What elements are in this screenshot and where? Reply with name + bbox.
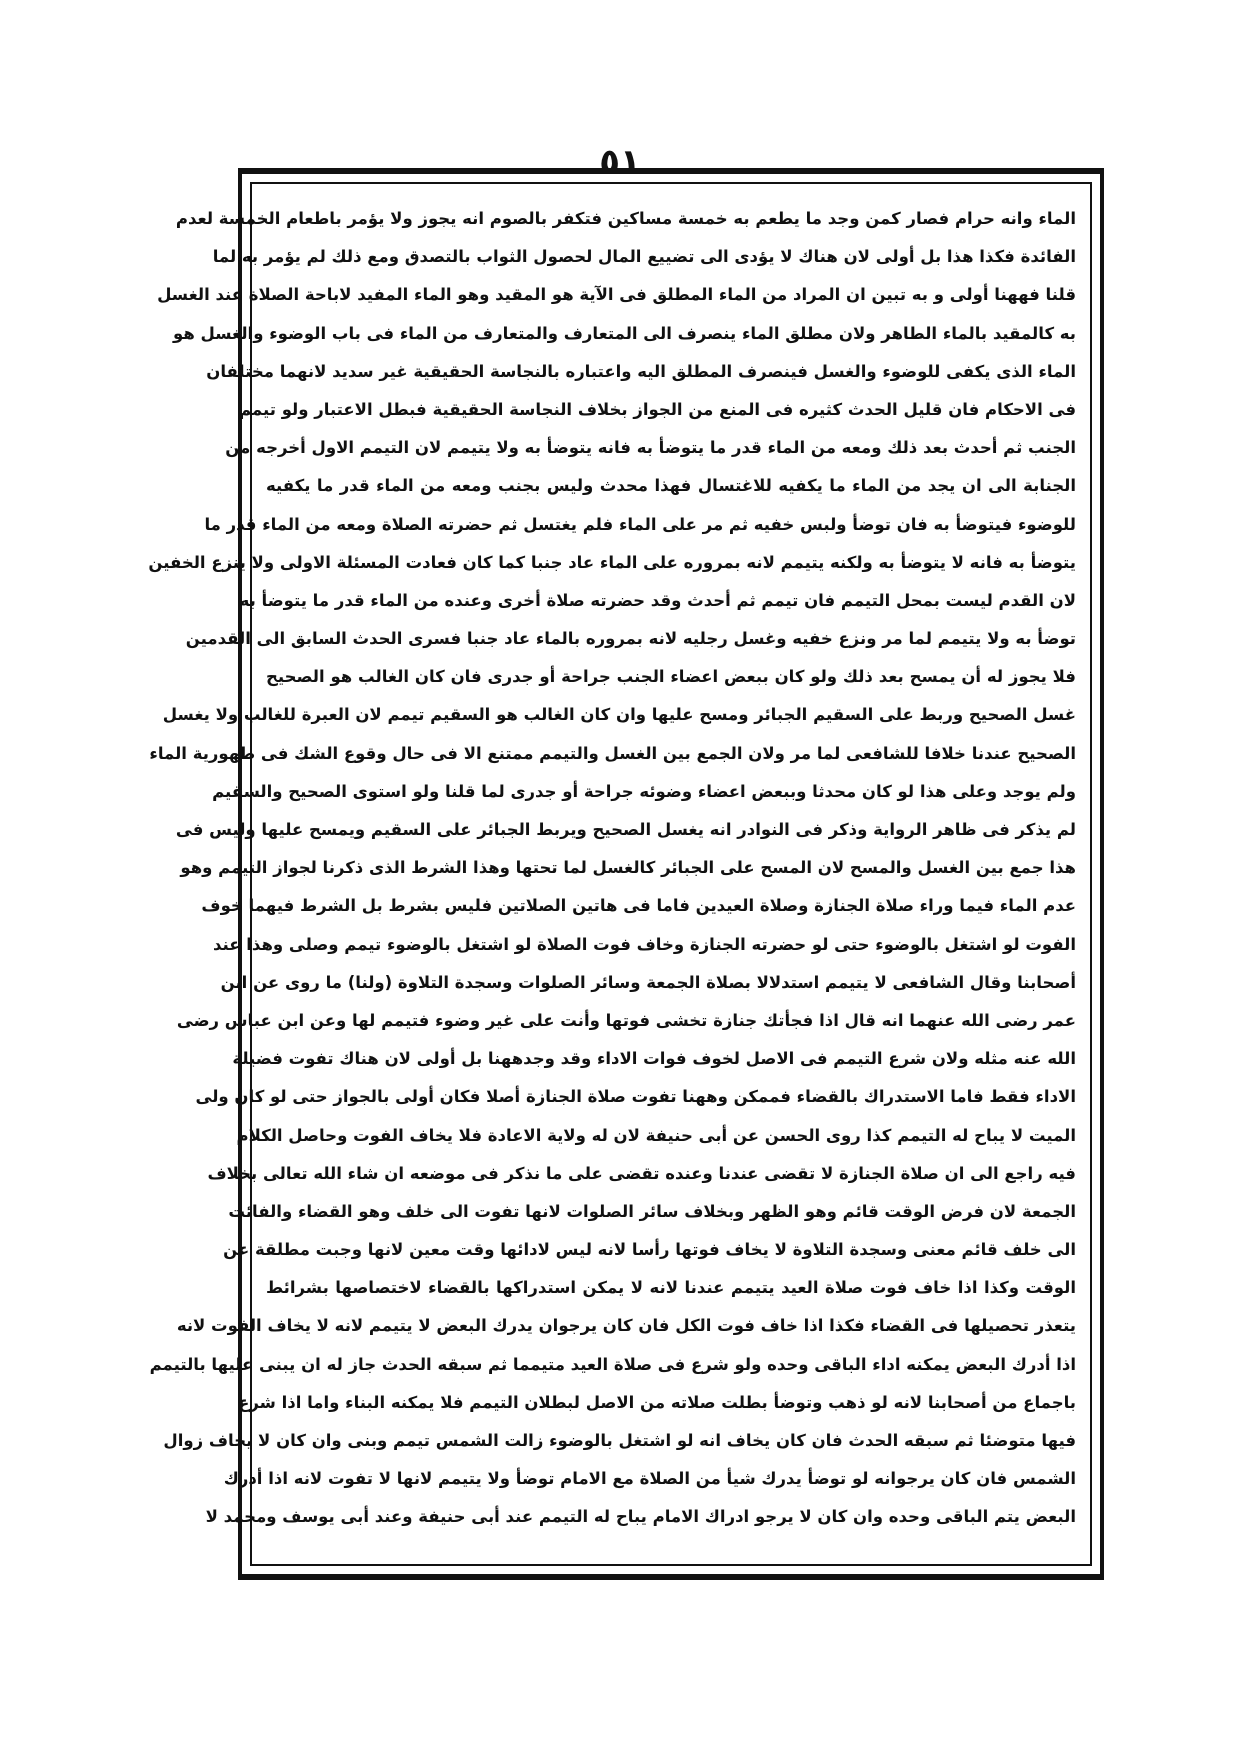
text-line: فى الاحكام فان قليل الحدث كثيره فى المنع من الجواز بخلاف النجاسة الحقيقية فبطل الاعتبار ولو تيمم [239, 399, 1076, 419]
text-line: الاداء فقط فاما الاستدراك بالقضاء فممكن وههنا تفوت صلاة الجنازة أصلا فكان أولى بالجواز حتى لو كان ولى [195, 1087, 1076, 1107]
text-line: الجمعة لان فرض الوقت قائم وهو الظهر وبخلاف سائر الصلوات لانها تفوت الى خلف وهو القضاء والفائت [228, 1201, 1076, 1221]
text-line: الماء الذى يكفى للوضوء والغسل فينصرف المطلق اليه واعتباره بالنجاسة الحقيقية غير سديد لانهما مختلفان [206, 361, 1076, 381]
text-line: هذا جمع بين الغسل والمسح لان المسح على الجبائر كالغسل لما تحتها وهذا الشرط الذى ذكرنا لجواز التيمم وهو [180, 858, 1076, 878]
text-line: لم يذكر فى ظاهر الرواية وذكر فى النوادر انه يغسل الصحيح ويربط الجبائر على السقيم ويمسح عليها وليس فى [175, 820, 1076, 839]
text-body [148, 200, 1076, 1550]
text-line: يتوضأ به فانه لا يتوضأ به ولكنه يتيمم لانه بمروره على الماء عاد جنبا كما كان فعادت المسئلة الاولى ولا ينزع الخفين [148, 552, 1076, 572]
text-line: به كالمقيد بالماء الطاهر ولان مطلق الماء ينصرف الى المتعارف والمتعارف من الماء فى باب الوضوء والغسل هو [172, 323, 1076, 343]
text-line: عدم الماء فيما وراء صلاة الجنازة وصلاة العيدين فاما فى هاتين الصلاتين فليس بشرط بل الشرط فيهما خوف [201, 896, 1076, 916]
text-line: البعض يتم الباقى وحده وان كان لا يرجو ادراك الامام يباح له التيمم عند أبى حنيفة وعند أبى يوسف ومحمد لا [205, 1507, 1076, 1527]
text-line: الجنب ثم أحدث بعد ذلك ومعه من الماء قدر ما يتوضأ به فانه يتوضأ به ولا يتيمم لان التيمم الاول أخرجه من [225, 438, 1076, 458]
text-line: الصحيح عندنا خلافا للشافعى لما مر ولان الجمع بين الغسل والتيمم ممتنع الا فى حال وقوع الشك فى طهورية الماء [149, 743, 1076, 763]
text-line: غسل الصحيح وربط على السقيم الجبائر ومسح عليها وان كان الغالب هو السقيم تيمم لان العبرة للغالب ولا يغسل [162, 705, 1076, 725]
text-line: ولم يوجد وعلى هذا لو كان محدثا وببعض اعضاء وضوئه جراحة أو جدرى لما قلنا ولو استوى الصحيح والسقيم [212, 781, 1076, 801]
text-line: فيه راجع الى ان صلاة الجنازة لا تقضى عندنا وعنده تقضى على ما نذكر فى موضعه ان شاء الله تعالى بخلاف [207, 1163, 1076, 1183]
text-line: الماء وانه حرام فصار كمن وجد ما يطعم به خمسة مساكين فتكفر بالصوم انه يجوز ولا يؤمر باطعام الخمسة لعدم [175, 209, 1076, 228]
text-line: اذا أدرك البعض يمكنه اداء الباقى وحده ولو شرع فى صلاة العيد متيمما ثم سبقه الحدث جاز له ان يبنى عليها بالتيمم [149, 1354, 1076, 1374]
text-line: للوضوء فيتوضأ به فان توضأ ولبس خفيه ثم مر على الماء فلم يغتسل ثم حضرته الصلاة ومعه من الماء قدر ما [204, 514, 1076, 534]
page-number: ٥١ [599, 142, 641, 182]
text-line: الفوت لو اشتغل بالوضوء حتى لو حضرته الجنازة وخاف فوت الصلاة لو اشتغل بالوضوء تيمم وصلى وهذا عند [212, 934, 1076, 954]
text-line: الفائدة فكذا هذا بل أولى لان هناك لا يؤدى الى تضييع المال لحصول الثواب بالتصدق ومع ذلك لم يؤمر به لما [212, 247, 1076, 267]
text-line: لان القدم ليست بمحل التيمم فان تيمم ثم أحدث وقد حضرته صلاة أخرى وعنده من الماء قدر ما يتوضأ به [239, 590, 1076, 610]
text-line: فيها متوضئا ثم سبقه الحدث فان كان يخاف انه لو اشتغل بالوضوء زالت الشمس تيمم وبنى وان كان لا يخاف زوال [163, 1431, 1076, 1450]
text-line: الى خلف قائم معنى وسجدة التلاوة لا يخاف فوتها رأسا لانه ليس لادائها وقت معين لانها وجبت مطلقة عن [223, 1240, 1076, 1260]
page-inner-border [148, 182, 1092, 1566]
text-line: قلنا فههنا أولى و به تبين ان المراد من الماء المطلق فى الآية هو المقيد وهو الماء المفيد لاباحة الصلاة عند الغسل [157, 285, 1076, 305]
page-border [148, 168, 1104, 1580]
text-line: الميت لا يباح له التيمم كذا روى الحسن عن أبى حنيفة لان له ولاية الاعادة فلا يخاف الفوت وحاصل الكلام [236, 1125, 1076, 1145]
text-line: الوقت وكذا اذا خاف فوت صلاة العيد يتيمم عندنا لانه لا يمكن استدراكها بالقضاء لاختصاصها بشرائط [266, 1278, 1076, 1298]
text-line: توضأ به ولا يتيمم لما مر ونزع خفيه وغسل رجليه لانه بمروره بالماء عاد جنبا فسرى الحدث السابق الى القدمين [185, 629, 1076, 649]
text-line: يتعذر تحصيلها فى القضاء فكذا اذا خاف فوت الكل فان كان يرجوان يدرك البعض لا يتيمم لانه لا يخاف الفوت لانه [176, 1316, 1076, 1336]
text-line: باجماع من أصحابنا لانه لو ذهب وتوضأ بطلت صلاته من الاصل لبطلان التيمم فلا يمكنه البناء واما اذا شرع [238, 1392, 1076, 1412]
text-line: عمر رضى الله عنهما انه قال اذا فجأتك جنازة تخشى فوتها وأنت على غير وضوء فتيمم لها وعن ابن عباس رضى [176, 1010, 1076, 1030]
text-line: الجنابة الى ان يجد من الماء ما يكفيه للاغتسال فهذا محدث وليس بجنب ومعه من الماء قدر ما يكفيه [266, 476, 1076, 496]
text-line: فلا يجوز له أن يمسح بعد ذلك ولو كان ببعض اعضاء الجنب جراحة أو جدرى فان كان الغالب هو الصحيح [266, 667, 1076, 687]
text-line: أصحابنا وقال الشافعى لا يتيمم استدلالا بصلاة الجمعة وسائر الصلوات وسجدة التلاوة (ولنا) ما روى عن ابن [220, 972, 1076, 992]
text-line: الله عنه مثله ولان شرع التيمم فى الاصل لخوف فوات الاداء وقد وجدههنا بل أولى لان هناك تفوت فضيلة [232, 1049, 1076, 1069]
text-line: الشمس فان كان يرجوانه لو توضأ يدرك شيأ من الصلاة مع الامام توضأ ولا يتيمم لانها لا تفوت لانه اذا أدرك [223, 1469, 1076, 1489]
